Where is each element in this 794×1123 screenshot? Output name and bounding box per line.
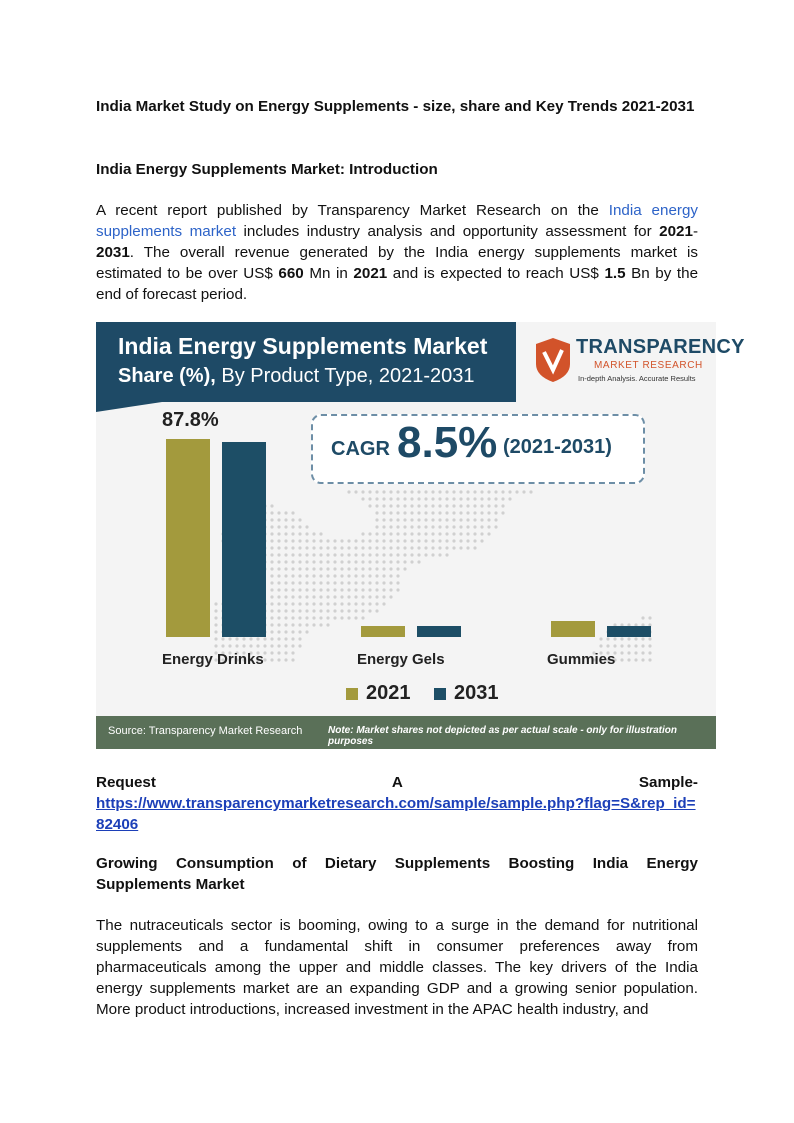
share-bar-chart bbox=[96, 322, 716, 716]
logo-sub: MARKET RESEARCH bbox=[594, 360, 703, 371]
cagr-label: CAGR bbox=[331, 438, 390, 460]
legend-item-2021 bbox=[346, 682, 411, 705]
legend-item-2031 bbox=[434, 682, 499, 705]
category-label: Energy Drinks bbox=[162, 651, 264, 668]
cagr-value: 8.5% bbox=[397, 418, 498, 467]
intro-paragraph: A recent report published by Transparency Market Research on the India energy supplements market includes industry analysis and opportunity assessment for 2021-2031. The overall revenue generated by the India energy supplements market is estimated to be over US$ 660 Mn in 2021 and is expected to reach US$ 1.5 Bn by the end of forecast period. bbox=[96, 202, 699, 303]
bar-energy-gels-2021 bbox=[361, 626, 405, 637]
india-energy-supplements-link[interactable]: India energy supplements market bbox=[96, 202, 698, 240]
logo-tagline: In-depth Analysis. Accurate Results bbox=[578, 374, 696, 383]
bar-energy-gels-2031 bbox=[417, 626, 461, 637]
category-label: Energy Gels bbox=[357, 651, 445, 668]
legend-swatch bbox=[434, 688, 446, 700]
sample-word: Sample- bbox=[638, 774, 698, 791]
note-text: Note: Market shares not depicted as per actual scale - only for illustration purposes bbox=[328, 725, 677, 747]
sample-url-link[interactable]: https://www.transparencymarketresearch.com/sample/sample.php?flag=S&rep_id=82406 bbox=[96, 795, 696, 833]
section2-body: The nutraceuticals sector is booming, owing to a surge in the demand for nutritional supplements and a fundamental shift in consumer preferences away from pharmaceuticals among the upper and middle classes. The key drivers of the India energy supplements market are an expanding GDP and a growing senior population. More product introductions, increased investment in the APAC health industry, and bbox=[96, 917, 698, 1018]
market-infographic bbox=[96, 322, 745, 749]
request-sample bbox=[96, 772, 698, 835]
legend-label: 2031 bbox=[454, 682, 499, 704]
source-bar bbox=[96, 716, 716, 749]
request-word: Request bbox=[96, 774, 156, 791]
logo-name: TRANSPARENCY bbox=[576, 336, 745, 358]
document-title: India Market Study on Energy Supplements - size, share and Key Trends 2021-2031 bbox=[96, 98, 695, 115]
legend-label: 2021 bbox=[366, 682, 411, 704]
bar-gummies-2031 bbox=[607, 626, 651, 637]
section2-heading: Growing Consumption of Dietary Supplements Boosting India Energy Supplements Market bbox=[96, 855, 698, 893]
infographic-title: India Energy Supplements Market bbox=[118, 333, 488, 359]
intro-heading: India Energy Supplements Market: Introduction bbox=[96, 161, 438, 178]
data-label-energy-drinks: 87.8% bbox=[162, 409, 219, 432]
a-word: A bbox=[391, 774, 403, 791]
bar-energy-drinks-2021 bbox=[166, 439, 210, 637]
category-label: Gummies bbox=[547, 651, 616, 668]
legend-swatch bbox=[346, 688, 358, 700]
bar-gummies-2021 bbox=[551, 621, 595, 637]
infographic-subtitle: Share (%), By Product Type, 2021-2031 bbox=[118, 365, 475, 387]
bar-energy-drinks-2031 bbox=[222, 442, 266, 637]
cagr-years: (2021-2031) bbox=[503, 436, 612, 458]
source-text: Source: Transparency Market Research bbox=[108, 725, 303, 737]
